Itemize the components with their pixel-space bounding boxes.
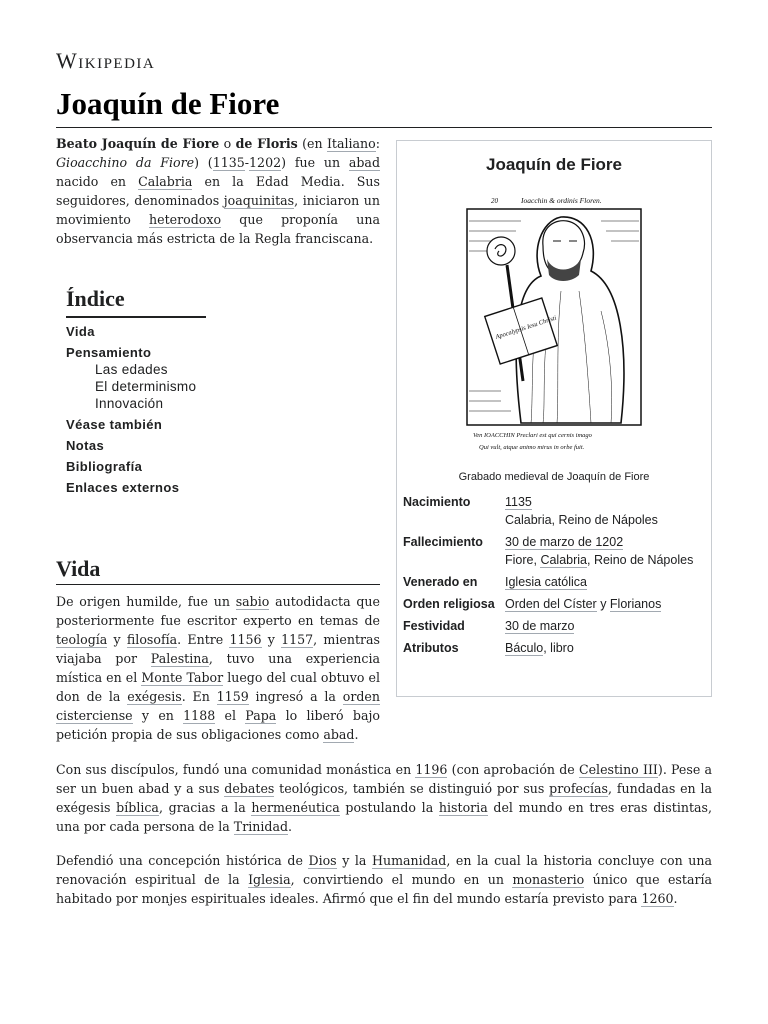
link-orden-del-cister[interactable]: Orden del Císter [505, 597, 597, 611]
link-30-de-marzo[interactable]: 30 de marzo [505, 619, 575, 633]
infobox-title: Joaquín de Fiore [485, 155, 623, 174]
link-1157[interactable]: 1157 [281, 632, 314, 647]
label-festividad: Festividad [403, 619, 465, 633]
link-abad[interactable]: abad [348, 155, 380, 170]
toc-item-vease-tambien[interactable]: Véase también [66, 417, 163, 432]
link-debates[interactable]: debates [224, 781, 275, 796]
link-exegesis[interactable]: exégesis [127, 689, 182, 704]
link-sabio[interactable]: sabio [235, 594, 270, 609]
link-calabria[interactable]: Calabria [138, 174, 193, 189]
link-fallecimiento-date[interactable]: 30 de marzo de 1202 [505, 535, 624, 549]
toc-item-vida[interactable]: Vida [66, 324, 95, 339]
link-1135[interactable]: 1135 [212, 155, 245, 170]
link-hermeneutica[interactable]: hermenéutica [251, 800, 340, 815]
infobox-row-fallecimiento [403, 533, 707, 569]
value-venerado [505, 573, 707, 591]
link-orden-cisterciense[interactable]: orden cisterciense [56, 689, 380, 723]
link-1260[interactable]: 1260 [641, 891, 674, 906]
infobox-row-atributos [403, 639, 707, 657]
vida-paragraph-3: Defendió una concepción histórica de Dios y la Humanidad, en la cual la historia concluye con una renovación espiritual de la Iglesia, convirtiendo el mundo en un monasterio único que estaría habitado por monjes espirituales ideales. Afirmó que el fin del mundo estaría previsto para 1260. [56, 853, 713, 906]
intro-italian-name: Gioacchino da Fiore [56, 155, 195, 170]
wikipedia-wordmark[interactable]: Wikipedia [56, 48, 156, 73]
link-iglesia-catolica[interactable]: Iglesia católica [505, 575, 587, 589]
infobox-row-festividad [403, 617, 707, 635]
link-historia[interactable]: historia [438, 800, 488, 815]
link-iglesia[interactable]: Iglesia [248, 872, 291, 887]
toc-item-pensamiento [66, 345, 366, 411]
value-fallecimiento: 30 de marzo de 1202 Fiore, Calabria, Reino de Nápoles [505, 535, 694, 567]
link-celestino-iii[interactable]: Celestino III [578, 762, 658, 777]
toc-sublist [66, 362, 366, 411]
link-monte-tabor[interactable]: Monte Tabor [141, 670, 224, 685]
link-trinidad[interactable]: Trinidad [233, 819, 289, 834]
book-inscription: Apocalypsis Iesu Christi [494, 314, 558, 341]
link-teologia[interactable]: teología [56, 632, 108, 647]
engraving-caption-line-1: Ven IOACCHIN Preclari est qui cernis imago [473, 432, 592, 439]
value-festividad [505, 617, 707, 635]
engraving-number: 20 [491, 197, 498, 205]
value-atributos: Báculo, libro [505, 641, 574, 655]
image-caption: Grabado medieval de Joaquín de Fiore [458, 471, 650, 483]
link-filosofia[interactable]: filosofía [126, 632, 178, 647]
engraving-header-text: Ioacchin & ordinis Floren. [521, 196, 602, 205]
infobox [396, 140, 712, 697]
link-1159[interactable]: 1159 [216, 689, 249, 704]
link-humanidad[interactable]: Humanidad [372, 853, 447, 868]
link-florianos[interactable]: Florianos [609, 597, 662, 611]
link-papa[interactable]: Papa [245, 708, 277, 723]
nacimiento-place: Calabria, Reino de Nápoles [505, 513, 658, 527]
link-nacimiento-1135[interactable]: 1135 [505, 495, 532, 509]
vida-paragraph-1: De origen humilde, fue un sabio autodidacta que posteriormente fue escritor experto en temas de teología y filosofía. Entre 1156 y 1157, mientras viajaba por Palestina, tuvo una experiencia mística en el Monte Tabor luego del cual obtuvo el don de la exégesis. En 1159 ingresó a la orden cisterciense y en 1188 el Papa lo liberó bajo petición propia de sus obligaciones como abad. [56, 594, 380, 742]
link-joaquinitas[interactable]: joaquinitas [223, 193, 295, 208]
toc-item-innovacion[interactable]: Innovación [95, 396, 164, 411]
link-abad-2[interactable]: abad [323, 727, 355, 742]
toc-item-enlaces-externos[interactable]: Enlaces externos [66, 480, 180, 495]
toc-item-pensamiento-label[interactable]: Pensamiento [66, 345, 152, 360]
link-dios[interactable]: Dios [308, 853, 337, 868]
label-nacimiento: Nacimiento [403, 495, 471, 509]
link-baculo[interactable]: Báculo [505, 641, 544, 655]
section-heading-vida: Vida [56, 556, 101, 581]
toc-item-el-determinismo[interactable]: El determinismo [95, 379, 197, 394]
page-title: Joaquín de Fiore [56, 86, 280, 121]
value-orden-religiosa: Orden del Císter y Florianos [505, 597, 662, 611]
toc-title: Índice [66, 286, 206, 318]
link-heterodoxo[interactable]: heterodoxo [149, 212, 222, 227]
label-atributos: Atributos [403, 641, 459, 655]
title-divider [56, 127, 712, 128]
link-1196[interactable]: 1196 [415, 762, 448, 777]
portrait-engraving[interactable] [461, 191, 647, 461]
crozier-scroll [487, 237, 515, 265]
link-1188[interactable]: 1188 [183, 708, 216, 723]
infobox-row-orden [403, 595, 707, 613]
table-of-contents [66, 286, 366, 495]
label-orden-religiosa: Orden religiosa [403, 597, 495, 611]
link-1202[interactable]: 1202 [249, 155, 282, 170]
link-italiano[interactable]: Italiano [326, 136, 376, 151]
toc-list [66, 324, 366, 495]
vida-paragraph-2: Con sus discípulos, fundó una comunidad monástica en 1196 (con aprobación de Celestino III). Pese a ser un buen abad y a sus debates teológicos, también se distinguió por sus profecías, fundadas en la exégesis bíblica, gracias a la hermenéutica postulando la historia del mundo en tres eras distintas, una por cada persona de la Trinidad. [56, 762, 713, 834]
intro-bold-name: Beato Joaquín de Fiore [56, 136, 220, 151]
link-monasterio[interactable]: monasterio [512, 872, 585, 887]
value-nacimiento [505, 493, 707, 529]
label-venerado: Venerado en [403, 575, 478, 589]
intro-paragraph: Beato Joaquín de Fiore o de Floris (en Italiano: Gioacchino da Fiore) (1135-1202) fue un abad nacido en Calabria en la Edad Media. Sus seguidores, denominados joaquinitas, iniciaron un movimiento heterodoxo que proponía una observancia más estricta de la Regla franciscana. [56, 136, 381, 246]
intro-bold-alt-name: de Floris [235, 136, 298, 151]
toc-item-notas[interactable]: Notas [66, 438, 105, 453]
engraving-caption-line-2: Qui vult, atque animo mirus in orbe fuit. [479, 444, 585, 451]
infobox-row-nacimiento [403, 493, 707, 529]
link-biblica[interactable]: bíblica [116, 800, 159, 815]
infobox-data [403, 493, 707, 661]
link-fallecimiento-calabria[interactable]: Calabria [540, 553, 587, 567]
toc-item-las-edades[interactable]: Las edades [95, 362, 168, 377]
link-profecias[interactable]: profecías [549, 781, 609, 796]
label-fallecimiento: Fallecimiento [403, 535, 483, 549]
infobox-row-venerado [403, 573, 707, 591]
toc-item-bibliografia[interactable]: Bibliografía [66, 459, 143, 474]
section-divider [56, 584, 380, 585]
link-1156[interactable]: 1156 [229, 632, 262, 647]
link-palestina[interactable]: Palestina [150, 651, 209, 666]
